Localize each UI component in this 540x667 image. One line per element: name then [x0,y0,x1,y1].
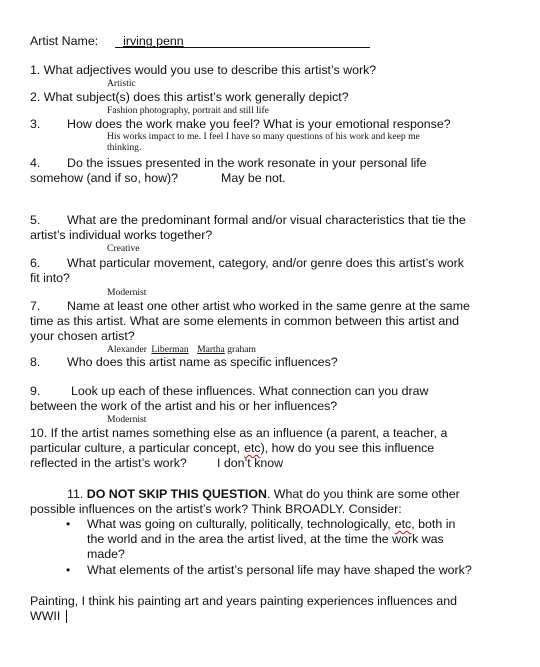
question-6-line1: What particular movement, category, and/or genre does this artist’s work [67,256,464,270]
answer-3-line1[interactable]: His works impact to me. I feel I have so many questions of his work and keep me [107,131,420,142]
bullet-1-line1-a: What was going on culturally, politically, technologically, [87,517,391,531]
question-11-line1-rest: . What do you think are some other [266,487,460,501]
answer-7-part-d: graham [227,344,256,355]
answer-7[interactable] [107,344,256,355]
answer-7-part-a: Alexander [107,344,147,355]
question-5-number: 5. [30,213,41,227]
question-4-line1: Do the issues presented in the work resonate in your personal life [67,156,427,170]
answer-6[interactable]: Modernist [107,287,147,298]
question-5-line1: What are the predominant formal and/or visual characteristics that tie the [67,213,466,227]
artist-name-blank [115,47,370,48]
bullet-1-marker: • [66,517,71,531]
question-4-number: 4. [30,156,41,170]
question-3: How does the work make you feel? What is your emotional response? [67,117,451,131]
question-3-number: 3. [30,117,41,131]
final-answer-line1[interactable]: Painting, I think his painting art and years painting experiences influences and [30,594,458,608]
answer-9[interactable]: Modernist [107,414,147,425]
bullet-1-line1 [87,517,455,532]
answer-5[interactable]: Creative [107,243,140,254]
question-9-line2: between the work of the artist and his or her influences? [30,399,338,413]
question-10-etc: etc [244,441,261,455]
question-10-line2 [30,441,434,456]
question-5-line2: artist’s individual works together? [30,228,213,242]
question-8: Who does this artist name as specific influences? [67,355,338,369]
question-9-line1: Look up each of these influences. What connection can you draw [71,384,429,398]
final-answer-line2[interactable]: WWII [30,609,61,623]
text-cursor [66,610,67,623]
question-11-number: 11. [67,487,84,501]
question-7-line2: time as this artist. What are some elements in common between this artist and [30,314,460,328]
question-8-number: 8. [30,355,41,369]
bullet-2-marker: • [66,563,71,577]
question-7-line3: your chosen artist? [30,329,135,343]
question-6-number: 6. [30,256,41,270]
question-7-line1: Name at least one other artist who worked in the same genre at the same [67,299,470,313]
answer-7-part-b: Liberman [151,344,189,355]
question-9-number: 9. [30,384,41,398]
question-2: 2. What subject(s) does this artist’s work generally depict? [30,90,349,104]
answer-4[interactable]: May be not. [221,171,286,185]
answer-1[interactable]: Artistic [107,78,136,89]
answer-7-part-c: Martha [197,344,225,355]
bullet-1-line2: the world and in the area the artist lived, at the time the work was [87,532,444,546]
bullet-1-line3: made? [87,547,125,561]
question-11-line2: possible influences on the artist’s work? Think BROADLY. Consider: [30,502,402,516]
answer-2[interactable]: Fashion photography, portrait and still life [107,105,269,116]
question-6-line2: fit into? [30,271,70,285]
artist-name-value[interactable]: irving penn [123,34,184,48]
answer-3-line2[interactable]: thinking. [107,142,142,153]
bullet-2: What elements of the artist’s personal life may have shaped the work? [87,563,472,577]
question-10-line2-c: ), how do you see this influence [260,441,435,455]
question-10-line1: 10. If the artist names something else as an influence (a parent, a teacher, a [30,426,448,440]
question-4-line2: somehow (and if so, how)? [30,171,179,185]
question-11-warning: DO NOT SKIP THIS QUESTION [86,487,267,501]
question-7-number: 7. [30,299,41,313]
question-10-line3: reflected in the artist’s work? [30,456,187,470]
artist-name-label: Artist Name: [30,34,99,48]
question-10-line2-a: particular culture, a particular concept, [30,441,241,455]
bullet-1-etc: etc [394,517,412,531]
answer-10[interactable]: I don’t know [217,456,284,470]
question-1: 1. What adjectives would you use to describe this artist’s work? [30,63,377,77]
bullet-1-line1-c: , both in [411,517,456,531]
question-11-line1 [67,487,460,502]
